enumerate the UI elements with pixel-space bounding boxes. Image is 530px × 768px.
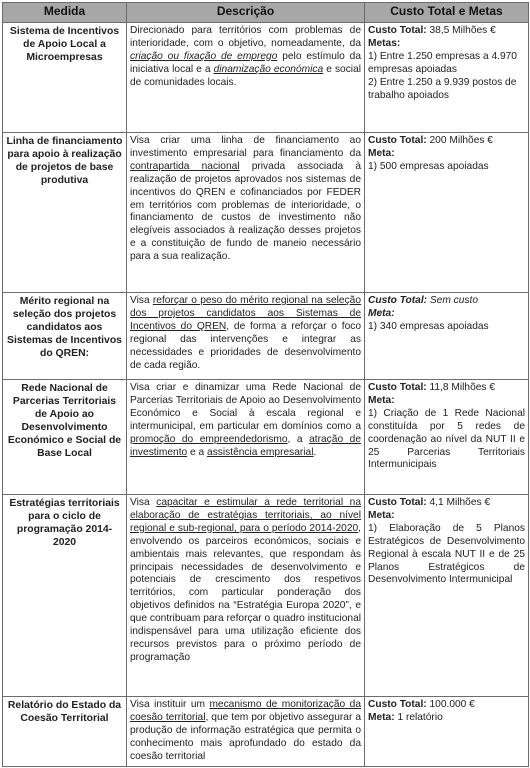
desc-text: e a (187, 446, 208, 458)
desc-highlight: assistência empresarial (207, 446, 314, 458)
desc-text: pelo estímulo da iniciativa local e a (130, 50, 362, 75)
meta-item: 1) Elaboração de 5 Planos Estratégicos de Desenvolvimento Regional à escala NUT II e de 25 Planos Estratégicos de Desenvolvimento Intermunicipal (368, 522, 525, 586)
table-row (3, 133, 529, 293)
desc-highlight: capacitar e estimular a rede territorial na elaboração de estratégias territoriais, ao nível regional e sub-regional, para o período 2014-2020 (130, 497, 362, 534)
desc-highlight: mecanismo de monitorização da coesão territorial (130, 699, 361, 723)
measure-cost (365, 697, 529, 767)
desc-highlight: reforçar o peso do mérito regional na seleção dos projetos candidatos aos Sistemas de Incentivos do QREN (130, 295, 361, 332)
measure-description (127, 380, 365, 495)
measure-name: Sistema de Incentivos de Apoio Local a Microempresas (3, 23, 127, 133)
meta-item: 1 relatório (397, 711, 443, 723)
desc-text: privada associada à realização de projetos aprovados nos sistemas de incentivos do QREN e cofinanciados por FEDER em territórios com problemas de interioridade, o financiamento de custos de investimento não elegíveis associados à realização desses projetos e a constituição de fundo de maneio necessário para a sua realização. (130, 160, 361, 263)
desc-text: Direcionado para territórios com problemas de interioridade, com o objetivo, nomeadamente, da (130, 25, 361, 49)
desc-highlight: promoção do empreendedorismo (130, 433, 288, 445)
desc-highlight: contrapartida nacional (130, 160, 240, 172)
cost-value: 38,5 Milhões € (429, 25, 496, 36)
desc-text: , de forma a reforçar o foco regional das intervenções e integrar as necessidades e prioridades de desenvolvimento de cada região. (130, 320, 362, 371)
meta-label: Meta: (368, 307, 395, 319)
meta-label: Meta: (368, 509, 395, 521)
measure-description (127, 697, 365, 767)
table-row (3, 697, 529, 767)
measure-cost (365, 495, 529, 697)
measure-cost (365, 23, 529, 133)
measures-table (2, 2, 529, 767)
meta-label: Meta: (368, 711, 395, 723)
desc-highlight: criação ou fixação de emprego (130, 50, 278, 62)
table-row (3, 293, 529, 380)
meta-label: Meta: (368, 147, 395, 159)
desc-text: Visa instituir um (130, 699, 210, 710)
cost-label: Custo Total: (368, 382, 427, 393)
table-row (3, 495, 529, 697)
meta-item: 2) Entre 1.250 a 9.939 postos de trabalho apoiados (368, 76, 517, 101)
meta-label: Meta: (368, 394, 395, 406)
metas-label: Metas: (368, 37, 401, 49)
measure-name: Estratégias territoriais para o ciclo de programação 2014-2020 (3, 495, 127, 697)
cost-value: Sem custo (429, 295, 479, 306)
measure-description (127, 495, 365, 697)
cost-value: 11,8 Milhões € (429, 382, 496, 393)
measure-name: Mérito regional na seleção dos projetos candidatos aos Sistemas de Incentivos do QREN: (3, 293, 127, 380)
header-medida: Medida (3, 3, 127, 23)
cost-value: 4,1 Milhões € (429, 497, 491, 508)
table-row (3, 23, 529, 133)
desc-text: Visa criar e dinamizar uma Rede Nacional de Parcerias Territoriais de Apoio ao Desenvolvimento Económico e Social à escala regional e intermunicipal, em particular em domínios como a (130, 382, 361, 432)
desc-highlight: dinamização económica (213, 63, 324, 75)
meta-item: 1) Entre 1.250 empresas a 4.970 empresas apoiadas (368, 50, 517, 75)
header-descricao: Descrição (127, 3, 365, 23)
desc-highlight: atração de investimento (130, 433, 361, 458)
table-row (3, 380, 529, 495)
meta-item: 1) 500 empresas apoiadas (368, 160, 489, 172)
measure-cost (365, 133, 529, 293)
header-custo-metas: Custo Total e Metas (365, 3, 529, 23)
desc-text: , a (287, 433, 310, 445)
cost-label: Custo Total: (368, 135, 427, 146)
measure-cost (365, 380, 529, 495)
cost-value: 100.000 € (429, 699, 475, 710)
desc-text: Visa criar uma linha de financiamento ao investimento empresarial para financiamento da (130, 135, 361, 159)
measure-description (127, 133, 365, 293)
desc-text: Visa (130, 497, 157, 508)
cost-label: Custo Total: (368, 25, 427, 36)
table-header-row (3, 3, 529, 23)
desc-text: , que tem por objetivo assegurar a produção de informação estratégica que permita o conhecimento mais aprofundado do estado da coesão territorial (130, 711, 361, 762)
measure-name: Relatório do Estado da Coesão Territorial (3, 697, 127, 767)
cost-label: Custo Total: (368, 295, 428, 306)
cost-label: Custo Total: (368, 699, 427, 710)
desc-text: e social de comunidades locais. (130, 63, 361, 88)
desc-text: . (313, 446, 317, 458)
meta-item: 1) 340 empresas apoiadas (368, 320, 489, 332)
measure-name: Rede Nacional de Parcerias Territoriais de Apoio ao Desenvolvimento Económico e Social de Base Local (3, 380, 127, 495)
cost-value: 200 Milhões € (429, 135, 493, 146)
cost-label: Custo Total: (368, 497, 427, 508)
measure-name: Linha de financiamento para apoio à realização de projetos de base produtiva (3, 133, 127, 293)
measure-cost (365, 293, 529, 380)
measure-description (127, 23, 365, 133)
measure-description (127, 293, 365, 380)
meta-item: 1) Criação de 1 Rede Nacional constituída por 5 redes de coordenação ao nível da NUT II e 25 Parcerias Territoriais Intermunicipais (368, 407, 525, 471)
desc-text: Visa (130, 295, 153, 306)
desc-text: , envolvendo os parceiros económicos, sociais e ambientais mais relevantes, que respondam às principais necessidades de desenvolvimento e potenciais de crescimento dos respetivos territórios, com particular ponderação dos objetivos definidos na “Estratégia Europa 2020”, e que contribuam para reforçar o quadro institucional indispensável para uma utilização eficiente dos recursos previstos para o próximo período de programação (130, 522, 361, 663)
